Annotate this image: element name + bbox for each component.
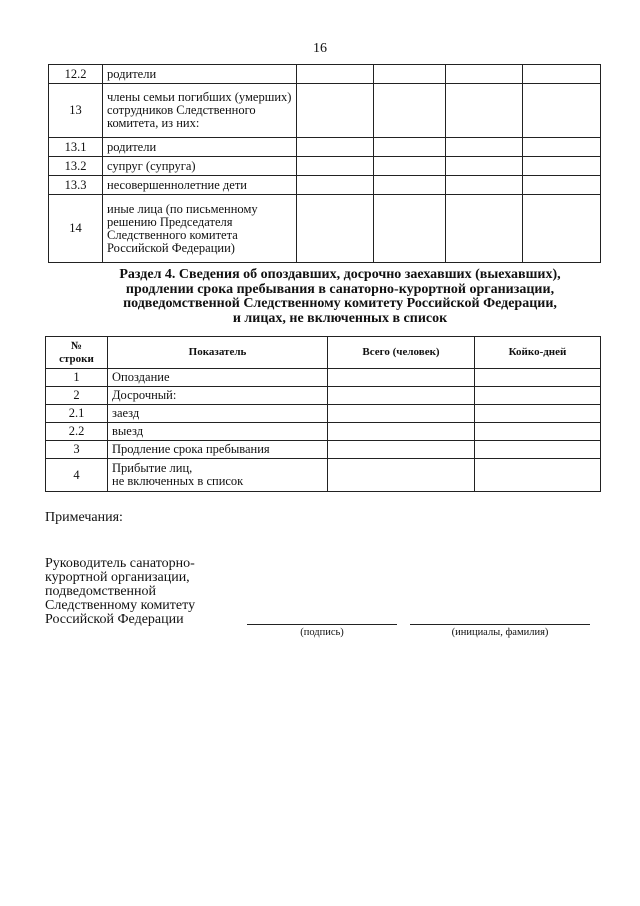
table-cell <box>475 423 601 441</box>
row-number: 2 <box>46 387 108 405</box>
table-cell <box>297 84 374 138</box>
table-cell <box>297 138 374 157</box>
table-row <box>49 195 601 263</box>
section-title-line: Раздел 4. Сведения об опоздавших, досрочно заехавших (выехавших), <box>119 267 561 282</box>
table-cell <box>374 176 446 195</box>
head-signature-block <box>45 557 245 627</box>
table-cell <box>475 387 601 405</box>
row-number: 4 <box>46 459 108 492</box>
row-number: 13.3 <box>49 176 103 195</box>
row-label: выезд <box>108 423 328 441</box>
table-row <box>49 84 601 138</box>
row-label <box>108 459 328 492</box>
column-header-bed-days: Койко-дней <box>475 337 601 369</box>
row-number: 12.2 <box>49 65 103 84</box>
signatory-title-line: Руководитель санаторно- <box>45 556 195 571</box>
row-label-line: Прибытие лиц, <box>112 461 193 475</box>
signature-caption: (подпись) <box>300 627 344 638</box>
table-header-row <box>46 337 601 369</box>
section-title-line: и лицах, не включенных в список <box>232 310 448 326</box>
table-cell <box>446 65 523 84</box>
table-row <box>46 459 601 492</box>
table-cell <box>475 369 601 387</box>
row-label: родители <box>103 138 297 157</box>
table-cell <box>328 423 475 441</box>
section-title-line: подведомственной Следственному комитету Российской Федерации, <box>123 296 557 311</box>
table-cell <box>523 176 601 195</box>
table-cell <box>523 157 601 176</box>
table-cell <box>523 195 601 263</box>
table-row <box>46 387 601 405</box>
row-label-line: не включенных в список <box>112 474 244 488</box>
table-cell <box>328 441 475 459</box>
table-cell <box>374 65 446 84</box>
table-cell <box>297 176 374 195</box>
row-label: заезд <box>108 405 328 423</box>
row-number: 1 <box>46 369 108 387</box>
initials-line <box>410 624 590 625</box>
table-cell <box>297 65 374 84</box>
row-number: 3 <box>46 441 108 459</box>
table-cell <box>297 157 374 176</box>
row-number: 14 <box>49 195 103 263</box>
table-cell <box>475 459 601 492</box>
table-cell <box>328 405 475 423</box>
table-cell <box>446 195 523 263</box>
table-cell <box>446 176 523 195</box>
table-cell <box>374 84 446 138</box>
row-label: иные лица (по письменному решению Председателя Следственного комитета Российской Федерации) <box>103 195 297 263</box>
signature-line <box>247 624 397 625</box>
section-4-title <box>48 268 632 326</box>
table-row <box>49 176 601 195</box>
row-label: супруг (супруга) <box>103 157 297 176</box>
table-cell <box>446 138 523 157</box>
row-label: Продление срока пребывания <box>108 441 328 459</box>
section-title-line: продлении срока пребывания в санаторно-курортной организации, <box>125 281 555 297</box>
row-label: Досрочный: <box>108 387 328 405</box>
signatory-title-line: подведомственной <box>45 584 157 599</box>
table-cell <box>374 138 446 157</box>
column-header-row-number <box>46 337 108 369</box>
row-label: Опоздание <box>108 369 328 387</box>
signatory-title-line: курортной организации, <box>45 570 190 585</box>
header-text: № <box>70 339 83 352</box>
column-header-total: Всего (человек) <box>328 337 475 369</box>
row-label: члены семьи погибших (умерших) сотрудников Следственного комитета, из них: <box>103 84 297 138</box>
table-cell <box>523 65 601 84</box>
row-number: 13 <box>49 84 103 138</box>
row-label: родители <box>103 65 297 84</box>
notes-label: Примечания: <box>45 510 123 525</box>
table-row <box>46 405 601 423</box>
table-cell <box>446 84 523 138</box>
table-cell <box>328 387 475 405</box>
table-row <box>49 65 601 84</box>
page-number: 16 <box>313 41 327 56</box>
beneficiaries-table-continued <box>48 64 601 263</box>
table-cell <box>446 157 523 176</box>
table-row <box>49 157 601 176</box>
table-cell <box>328 459 475 492</box>
table-row <box>46 441 601 459</box>
table-row <box>46 423 601 441</box>
table-cell <box>523 138 601 157</box>
signatory-title-line: Российской Федерации <box>45 612 184 627</box>
table-cell <box>475 405 601 423</box>
row-number: 2.1 <box>46 405 108 423</box>
initials-caption: (инициалы, фамилия) <box>451 627 549 638</box>
table-cell <box>523 84 601 138</box>
table-cell <box>374 157 446 176</box>
table-cell <box>475 441 601 459</box>
late-arrivals-table <box>45 336 601 492</box>
table-cell <box>297 195 374 263</box>
column-header-indicator: Показатель <box>108 337 328 369</box>
row-number: 13.1 <box>49 138 103 157</box>
header-text: строки <box>59 352 94 365</box>
row-number: 2.2 <box>46 423 108 441</box>
row-label: несовершеннолетние дети <box>103 176 297 195</box>
table-row <box>46 369 601 387</box>
table-cell <box>374 195 446 263</box>
table-cell <box>328 369 475 387</box>
row-number: 13.2 <box>49 157 103 176</box>
table-row <box>49 138 601 157</box>
signatory-title-line: Следственному комитету <box>45 598 196 613</box>
